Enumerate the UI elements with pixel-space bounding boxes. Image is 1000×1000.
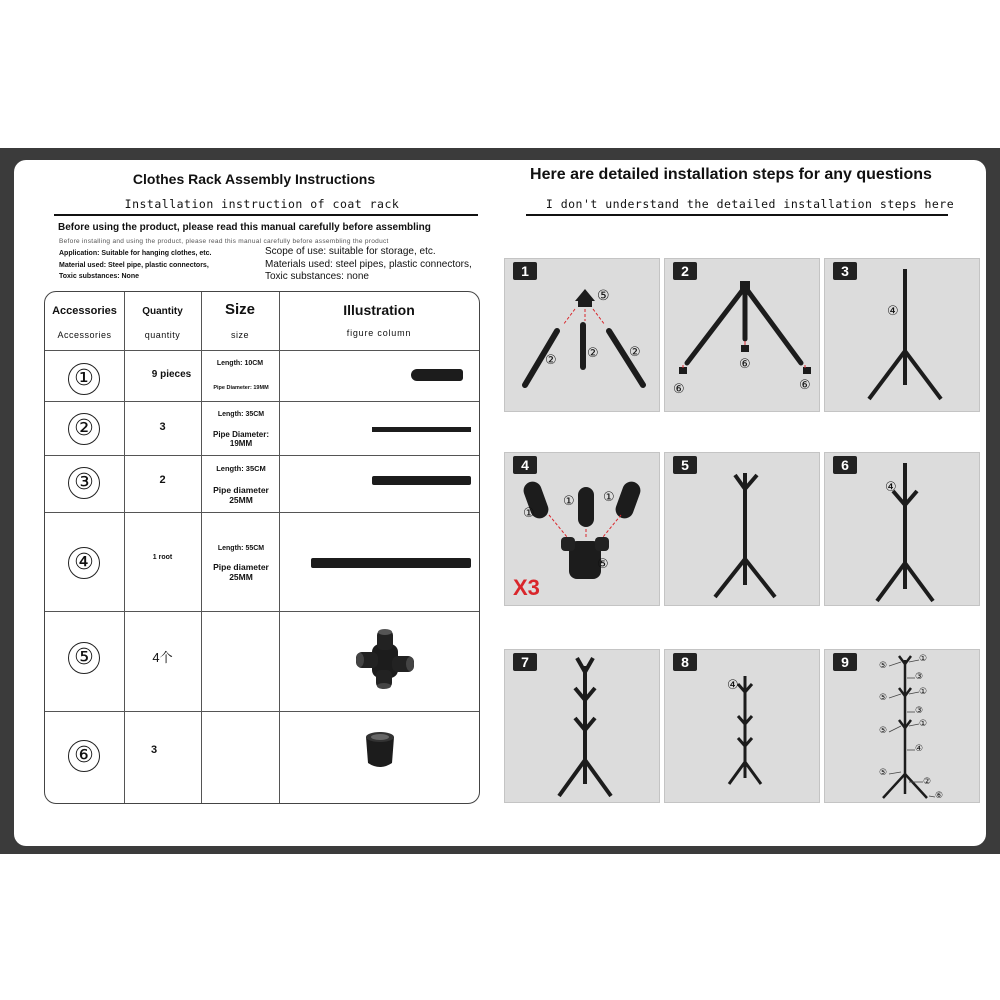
- notice-small: Before installing and using the product, please read this manual carefully before assembling the product: [59, 238, 389, 245]
- accessories-table: [44, 291, 480, 804]
- dia-3: Pipe diameter 25MM: [213, 485, 269, 505]
- step-badge-3: 3: [833, 262, 857, 280]
- qty-3: 2: [159, 474, 166, 486]
- callout-3: ③: [915, 705, 924, 715]
- callout-5: ⑤: [879, 692, 888, 702]
- qty-2: 3: [159, 421, 166, 433]
- len-1: Length: 10CM: [216, 360, 264, 367]
- connector-5-image: [350, 626, 420, 696]
- step-panel-8: [664, 649, 820, 803]
- callout-5: ⑤: [879, 660, 888, 670]
- callout-2: ②: [587, 345, 599, 360]
- foot-cap-6-image: [360, 729, 400, 773]
- len-3: Length: 35CM: [216, 464, 266, 473]
- header-illustration: Illustration: [343, 302, 415, 318]
- callout-5: ⑤: [879, 767, 888, 777]
- step-panel-6: [824, 452, 980, 606]
- materials2-text: Materials used: steel pipes, plastic connectors,: [265, 259, 472, 270]
- step-panel-3: [824, 258, 980, 412]
- callout-2: ②: [545, 352, 557, 367]
- len-4: Length: 55CM: [217, 545, 265, 552]
- step-panel-9: [824, 649, 980, 803]
- part-2-image: [372, 427, 471, 432]
- multiplier-x3: X3: [513, 575, 540, 600]
- dia-2: Pipe Diameter: 19MM: [212, 430, 270, 448]
- header-size-sub: size: [230, 330, 249, 340]
- step-badge-8: 8: [673, 653, 697, 671]
- callout-5: ⑤: [879, 725, 888, 735]
- step-badge-2: 2: [673, 262, 697, 280]
- left-title: Clothes Rack Assembly Instructions: [132, 171, 376, 187]
- left-subtitle: Installation instruction of coat rack: [124, 197, 400, 211]
- step-badge-7: 7: [513, 653, 537, 671]
- qty-4: 1 root: [152, 554, 173, 561]
- step-badge-4: 4: [513, 456, 537, 474]
- len-2: Length: 35CM: [217, 411, 265, 418]
- step-panel-4: [504, 452, 660, 606]
- notice-bold: Before using the product, please read this manual carefully before assembling: [58, 222, 431, 233]
- step-badge-5: 5: [673, 456, 697, 474]
- qty-1: 9 pieces: [151, 369, 192, 380]
- callout-1: ①: [919, 686, 928, 696]
- toxic2-text: Toxic substances: none: [265, 271, 369, 282]
- part-number-6: ⑥: [68, 740, 100, 772]
- part-1-image: [411, 369, 463, 381]
- callout-6: ⑥: [739, 356, 751, 371]
- callout-5: ⑤: [597, 287, 610, 303]
- part-number-1: ①: [68, 363, 100, 395]
- step-panel-5: [664, 452, 820, 606]
- qty-6: 3: [150, 744, 158, 756]
- callout-2: ②: [629, 344, 641, 359]
- right-title: Here are detailed installation steps for any questions: [530, 166, 932, 183]
- step-panel-1: [504, 258, 660, 412]
- step-panel-7: [504, 649, 660, 803]
- callout-2: ②: [923, 776, 932, 786]
- callout-1: ①: [919, 653, 928, 663]
- dia-4: Pipe diameter 25MM: [213, 562, 269, 582]
- part-number-4: ④: [68, 547, 100, 579]
- toxic-text: Toxic substances: None: [59, 273, 140, 280]
- part-3-image: [372, 476, 471, 485]
- right-divider: [526, 214, 948, 216]
- callout-4: ④: [727, 677, 739, 692]
- qty-5: 4个: [152, 650, 173, 665]
- callout-4: ④: [915, 743, 924, 753]
- part-number-3: ③: [68, 467, 100, 499]
- step-badge-1: 1: [513, 262, 537, 280]
- application-text: Application: Suitable for hanging clothes, etc.: [59, 250, 212, 257]
- left-divider: [54, 214, 478, 216]
- callout-4: ④: [885, 479, 897, 494]
- callout-1: ①: [563, 493, 575, 508]
- header-accessories-sub: Accessories: [57, 330, 112, 340]
- scope-text: Scope of use: suitable for storage, etc.: [265, 246, 436, 257]
- step-badge-6: 6: [833, 456, 857, 474]
- callout-6: ⑥: [935, 790, 944, 800]
- callout-6: ⑥: [799, 377, 811, 392]
- header-illustration-sub: figure column: [346, 328, 412, 338]
- header-size: Size: [224, 301, 255, 318]
- part-4-image: [311, 558, 471, 568]
- callout-1: ①: [919, 718, 928, 728]
- part-number-5: ⑤: [68, 642, 100, 674]
- callout-1: ①: [523, 505, 535, 520]
- right-subtitle: I don't understand the detailed installation steps here: [545, 197, 955, 211]
- callout-3: ③: [915, 671, 924, 681]
- material-text: Material used: Steel pipe, plastic connectors,: [59, 262, 209, 269]
- header-quantity-sub: quantity: [144, 330, 181, 340]
- header-accessories: Accessories: [52, 305, 117, 317]
- header-quantity: Quantity: [142, 306, 183, 317]
- step-badge-9: 9: [833, 653, 857, 671]
- part-number-2: ②: [68, 413, 100, 445]
- step-panel-2: [664, 258, 820, 412]
- callout-4: ④: [887, 303, 899, 318]
- callout-1: ①: [603, 489, 615, 504]
- callout-5: ⑤: [597, 556, 609, 571]
- dia-1: Pipe Diameter: 19MM: [213, 385, 269, 391]
- callout-6: ⑥: [673, 381, 685, 396]
